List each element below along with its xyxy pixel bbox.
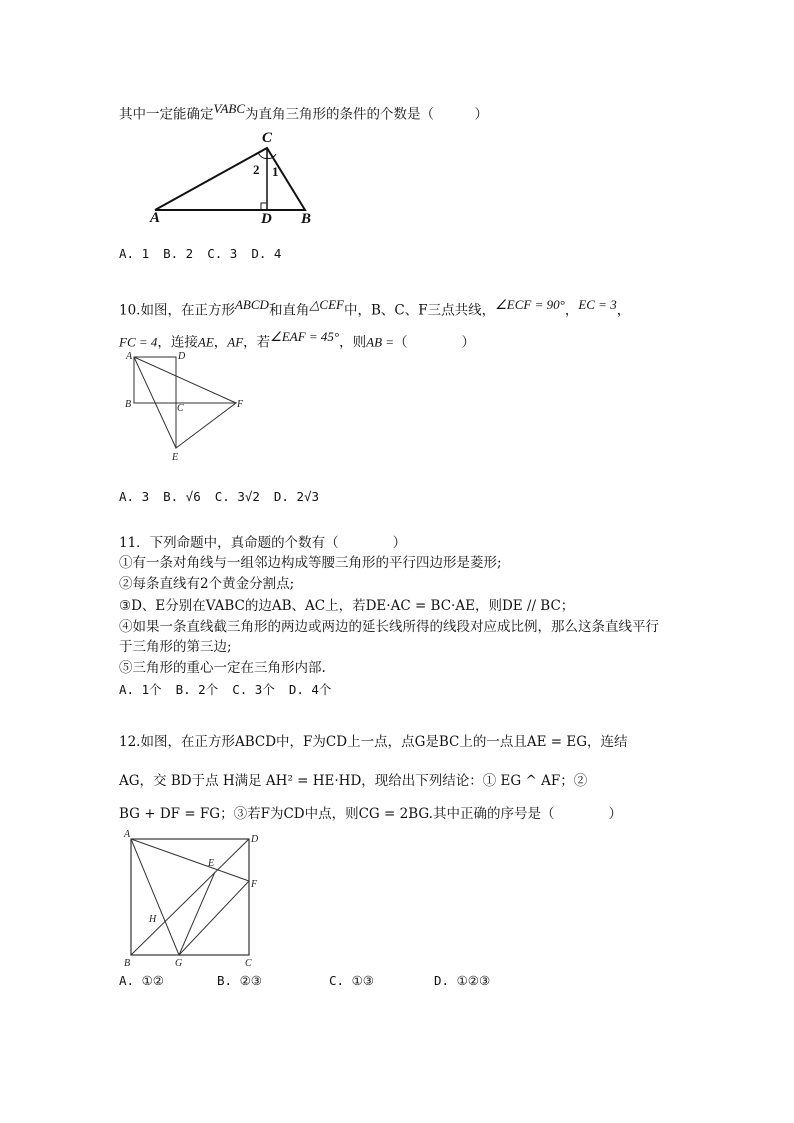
q11-item-4: ④如果一条直线截三角形的两边或两边的延长线所得的线段对应成比例，那么这条直线平行	[119, 619, 659, 635]
q12-stem-line3: BG + DF = FG；③若F为CD中点，则CG = 2BG.其中正确的序号是（ ）	[119, 806, 622, 822]
q11-item-3: ③D、E分别在VABC的边AB、AC上，若DE·AC = BC·AE，则DE // BC；	[119, 598, 575, 614]
q10-line-af	[134, 357, 236, 403]
q12-label-e: E	[208, 858, 215, 869]
q11-choice-d[interactable]: D. 4个	[288, 682, 332, 697]
q10-choices	[119, 488, 333, 506]
q9-right-angle-mark	[261, 203, 267, 210]
q9-choice-c[interactable]: C. 3	[207, 246, 238, 261]
q10-angle-eaf: ∠EAF = 45°	[270, 329, 340, 344]
q10-choice-a[interactable]: A. 3	[119, 489, 150, 504]
q10-stem-line2: FC = 4，连接AE，AF，若$^{\angle EAF = 45^\circ}$，则AB =（ ）	[119, 329, 476, 351]
q12-label-d: D	[251, 834, 259, 845]
q9-choices	[119, 245, 295, 263]
q9-choice-d[interactable]: D. 4	[251, 246, 282, 261]
q12-figure	[118, 826, 268, 968]
q10-abcd: ABCD	[234, 297, 269, 312]
q10-text-d: ，连接	[157, 334, 198, 351]
q9-label-a: A	[150, 210, 161, 226]
q9-label-d: D	[261, 211, 272, 226]
q12-label-b: B	[124, 958, 131, 968]
q11-item-4-cont: 于三角形的第三边;	[119, 639, 232, 655]
q11-item-1: ①有一条对角线与一组邻边构成等腰三角形的平行四边形是菱形;	[119, 555, 502, 571]
q10-label-e: E	[172, 452, 179, 463]
q10-ec: EC = 3	[578, 297, 617, 312]
q10-text-b: 和直角	[268, 302, 310, 319]
q10-angle-ecf: ∠ECF = 90°	[495, 297, 565, 312]
q12-label-g: G	[175, 958, 183, 968]
q12-choice-c[interactable]: C. ①③	[329, 973, 374, 988]
q10-choice-d[interactable]: D. 2√3	[273, 489, 320, 504]
q10-text-g: （ ）	[394, 334, 476, 351]
q10-text-a: 10.如图，在正方形	[119, 302, 235, 319]
q12-stem-line1: 12.如图，在正方形ABCD中，F为CD上一点，点G是BC上的一点且AE = EG，连结	[119, 734, 628, 750]
q10-figure	[118, 348, 253, 466]
q11-choice-c[interactable]: C. 3个	[232, 682, 275, 697]
q10-label-d: D	[178, 351, 186, 362]
q12-line-af	[131, 839, 249, 881]
q9-triangle: VABC	[213, 101, 246, 116]
q12-line-gf	[179, 881, 249, 955]
q10-stem-line1: 10.如图，在正方形$^{ABCD}$和直角$^{\triangle CEF}$中，B、C、F三点共线，$^{\angle ECF = 90^\circ}$，$^{EC = 3}$，	[119, 297, 631, 319]
q12-line-ge	[179, 872, 215, 955]
q9-label-2: 2	[253, 162, 260, 177]
q10-af: AF	[227, 334, 244, 350]
q12-choice-d[interactable]: D. ①②③	[434, 973, 491, 988]
q10-ab: AB =	[366, 334, 395, 350]
q12-diagonal-bd	[131, 839, 249, 955]
q10-cef: △CEF	[309, 297, 344, 312]
q12-choice-a[interactable]: A. ①②	[119, 973, 164, 988]
q10-triangle-cef	[134, 357, 236, 448]
q9-angle-2-arc	[258, 153, 267, 158]
q12-line-ag	[131, 839, 179, 955]
q10-ae: AE	[197, 334, 214, 350]
q9-stem	[119, 100, 488, 124]
q9-stem-pre: 其中一定能确定	[119, 106, 214, 123]
q10-text-c: 中，B、C、F三点共线，	[344, 302, 496, 319]
q9-figure	[145, 128, 325, 226]
q9-choice-b[interactable]: B. 2	[163, 246, 194, 261]
q11-item-2: ②每条直线有2个黄金分割点;	[119, 576, 295, 592]
q12-label-a: A	[124, 829, 131, 840]
q10-fc: FC = 4	[119, 334, 158, 350]
q10-choice-b[interactable]: B. √6	[163, 489, 201, 504]
q10-choice-c[interactable]: C. 3√2	[214, 489, 260, 504]
q10-square-abcd	[134, 357, 176, 403]
q9-label-c: C	[262, 130, 273, 146]
q10-text-f: ，则	[339, 334, 367, 351]
q9-label-b: B	[301, 211, 312, 226]
q10-label-b: B	[125, 399, 132, 410]
q11-item-5: ⑤三角形的重心一定在三角形内部.	[119, 660, 326, 676]
q10-label-f: F	[237, 399, 244, 410]
q12-label-f: F	[251, 879, 258, 890]
q9-stem-post: 为直角三角形的条件的个数是（ ）	[245, 106, 489, 123]
q10-label-a: A	[126, 351, 133, 362]
q12-choice-b[interactable]: B. ②③	[217, 973, 262, 988]
q9-triangle-outline	[155, 148, 305, 210]
q12-choices	[119, 972, 490, 990]
q10-label-c: C	[177, 403, 184, 414]
q12-stem-line2: AG，交 BD于点 H满足 AH² = HE·HD，现给出下列结论：① EG ^ AF；②	[119, 773, 588, 789]
q12-label-h: H	[149, 914, 157, 925]
q11-choice-b[interactable]: B. 2个	[175, 682, 219, 697]
q11-choices	[119, 681, 345, 699]
q9-choice-a[interactable]: A. 1	[119, 246, 150, 261]
q12-label-c: C	[245, 958, 252, 968]
q10-text-e: ，若	[243, 334, 271, 351]
q11-choice-a[interactable]: A. 1个	[119, 682, 162, 697]
q11-title: 11．下列命题中，真命题的个数有（ ）	[119, 535, 407, 551]
q9-label-1: 1	[272, 164, 279, 179]
